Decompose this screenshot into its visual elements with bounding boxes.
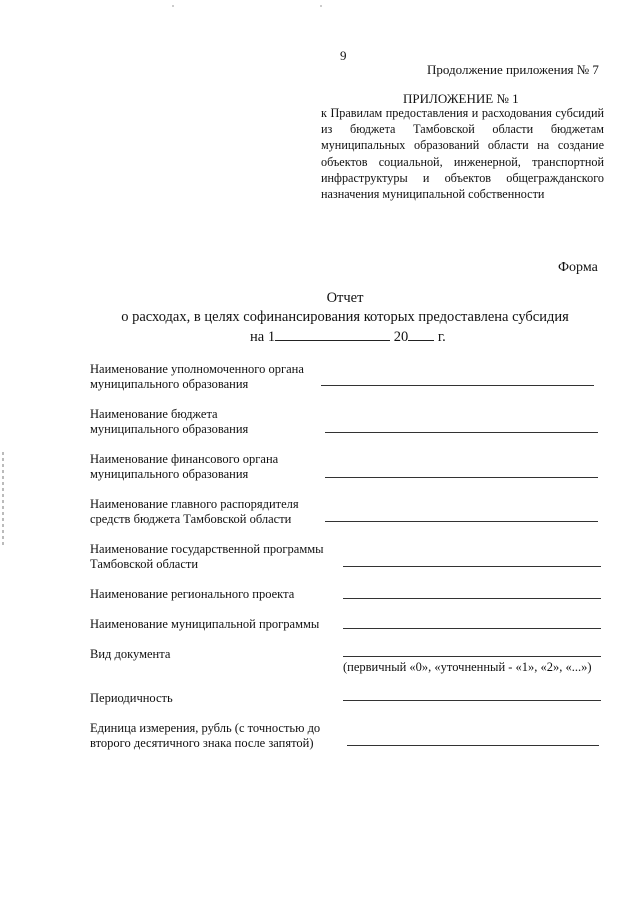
field-chief-manager-line[interactable]: [325, 521, 598, 522]
report-date-line: [250, 327, 446, 346]
date-day-month-blank[interactable]: [275, 327, 390, 341]
field-periodicity-label: Периодичность: [90, 691, 173, 705]
field-document-type-line[interactable]: [343, 656, 601, 657]
field-budget-line[interactable]: [325, 432, 598, 433]
field-authorized-body-label: Наименование уполномоченного органа муниципального образования: [90, 362, 304, 391]
appendix-title: ПРИЛОЖЕНИЕ № 1: [403, 91, 519, 106]
field-chief-manager-label: Наименование главного распорядителя средств бюджета Тамбовской области: [90, 497, 299, 526]
date-suffix: г.: [437, 329, 446, 345]
field-finance-body-label: Наименование финансового органа муниципального образования: [90, 452, 279, 481]
field-periodicity-line[interactable]: [343, 700, 601, 701]
date-year: 20: [393, 329, 409, 345]
appendix-text: к Правилам предоставления и расходования субсидий из бюджета Тамбовской области бюджетам муниципальных образований области на создание объектов социальной, инженерной, транспортной инфраструктуры и объектов общегражданского назначения муниципальной собственности: [321, 106, 604, 202]
field-municipal-program-line[interactable]: [343, 628, 601, 629]
field-unit-line[interactable]: [347, 745, 599, 746]
field-document-type-label: Вид документа: [90, 647, 171, 661]
report-subtitle: о расходах, в целях софинансирования которых предоставлена субсидия: [121, 309, 569, 325]
page-number: 9: [340, 48, 347, 63]
scan-speck: [320, 5, 322, 7]
report-title: Отчет: [326, 290, 364, 306]
date-year-blank[interactable]: [408, 327, 434, 341]
field-municipal-program-label: Наименование муниципальной программы: [90, 617, 320, 631]
document-type-hint: (первичный «0», «уточненный - «1», «2», «...»): [343, 660, 592, 674]
scan-speck: [172, 5, 174, 7]
field-authorized-body-line[interactable]: [321, 385, 594, 386]
field-regional-project-label: Наименование регионального проекта: [90, 587, 295, 601]
field-finance-body-line[interactable]: [325, 477, 598, 478]
scan-margin-mark: [2, 452, 4, 547]
form-label: Форма: [558, 260, 598, 275]
field-regional-project-line[interactable]: [343, 598, 601, 599]
field-state-program-line[interactable]: [343, 566, 601, 567]
field-state-program-label: Наименование государственной программы Тамбовской области: [90, 542, 324, 571]
field-budget-label: Наименование бюджета муниципального образования: [90, 407, 249, 436]
field-unit-label: Единица измерения, рубль (с точностью до второго десятичного знака после запятой): [90, 721, 321, 750]
continuation-note: Продолжение приложения № 7: [427, 62, 599, 77]
date-prefix: на 1: [250, 329, 276, 345]
